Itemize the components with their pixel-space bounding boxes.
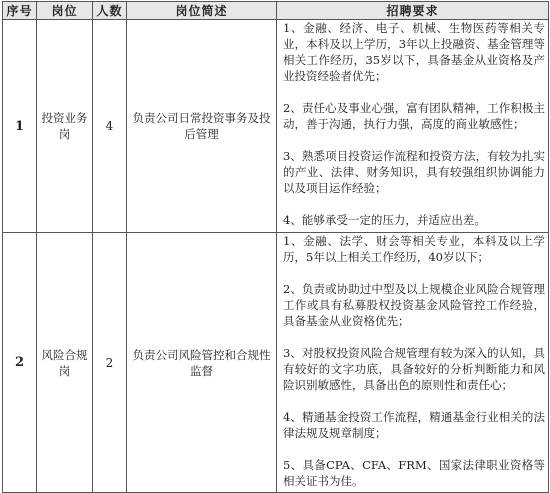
position-description: 负责公司日常投资事务及投后管理 <box>127 20 277 233</box>
position-name: 风险合规岗 <box>37 233 93 493</box>
requirements-cell <box>277 233 549 493</box>
requirement-item: 2、责任心及事业心强，富有团队精神，工作积极主动，善于沟通，执行力强，高度的商业敏感性； <box>283 101 545 131</box>
headcount: 2 <box>93 233 127 493</box>
header-count: 人数 <box>93 2 127 20</box>
position-description: 负责公司风险管控和合规性监督 <box>127 233 277 493</box>
requirement-item: 3、熟悉项目投资运作流程和投资方法，有较为扎实的产业、法律、财务知识，具有较强组织协调能力以及项目运作经验； <box>283 149 545 195</box>
requirement-item: 5、具备CPA、CFA、FRM、国家法律职业资格等相关证书为佳。 <box>283 458 545 488</box>
requirement-item: 3、对股权投资风险合规管理有较为深入的认知，具有较好的文字功底，具备较好的分析判断能力和风险识别敏感性，具备出色的原则性和责任心； <box>283 346 545 392</box>
requirement-item: 2、负责或协助过中型及以上规模企业风险合规管理工作或具有私募股权投资基金风险管控工作经验，具备基金从业资格优先； <box>283 282 545 328</box>
table-row <box>3 20 549 233</box>
requirement-item: 1、金融、法学、财会等相关专业，本科及以上学历，5年以上相关工作经历，40岁以下； <box>283 234 545 264</box>
requirement-item: 4、精通基金投资工作流程，精通基金行业相关的法律法规及规章制度； <box>283 410 545 440</box>
requirement-item: 1、金融、经济、电子、机械、生物医药等相关专业，本科及以上学历，3年以上投融资、基金管理等相关工作经历，35岁以下，具备基金从业资格及产业投资经验者优先； <box>283 21 545 83</box>
header-description: 岗位简述 <box>127 2 277 20</box>
row-number: 1 <box>3 20 37 233</box>
header-requirements: 招聘要求 <box>277 2 549 20</box>
table-header-row <box>3 2 549 20</box>
table-row <box>3 233 549 493</box>
header-position: 岗位 <box>37 2 93 20</box>
position-name: 投资业务岗 <box>37 20 93 233</box>
header-no: 序号 <box>3 2 37 20</box>
requirements-cell <box>277 20 549 233</box>
row-number: 2 <box>3 233 37 493</box>
requirement-item: 4、能够承受一定的压力，并适应出差。 <box>283 213 486 227</box>
headcount: 4 <box>93 20 127 233</box>
recruitment-table <box>2 1 549 493</box>
